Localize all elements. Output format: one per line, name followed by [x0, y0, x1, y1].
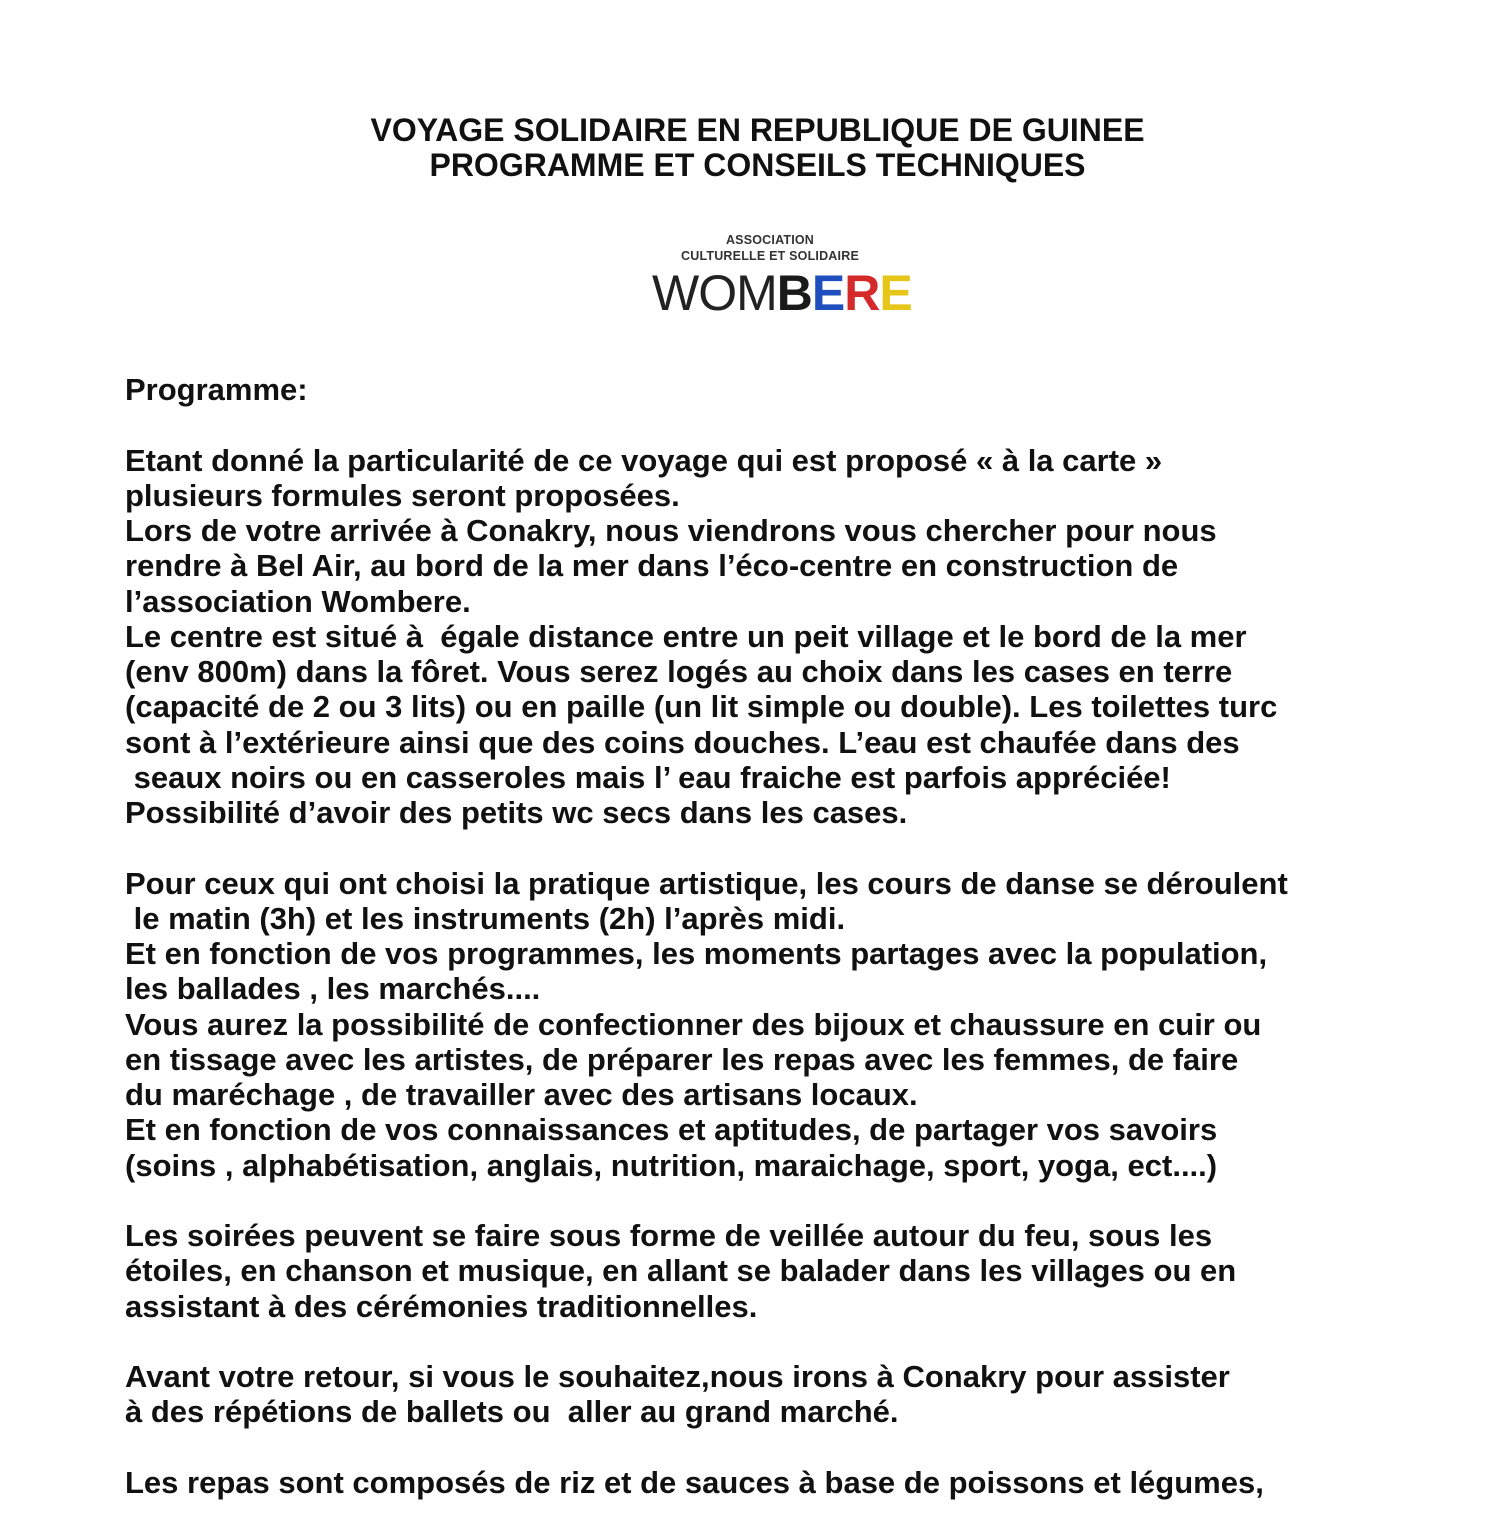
- text-line: (env 800m) dans la fôret. Vous serez logés au choix dans les cases en terre: [125, 654, 1233, 689]
- text-line: Pour ceux qui ont choisi la pratique artistique, les cours de danse se déroulent: [125, 865, 1288, 901]
- logo-letter: E: [879, 265, 912, 321]
- text-line: (soins , alphabétisation, anglais, nutrition, maraichage, sport, yoga, ect....): [125, 1147, 1218, 1183]
- text-line: du maréchage , de travailler avec des artisans locaux.: [125, 1077, 918, 1112]
- text-line: Le centre est situé à égale distance entre un peit village et le bord de la mer: [125, 618, 1247, 654]
- paragraph: [125, 1218, 1288, 1324]
- text-line: en tissage avec les artistes, de préparer les repas avec les femmes, de faire: [125, 1041, 1239, 1077]
- text-line: à des répétions de ballets ou aller au grand marché.: [125, 1394, 899, 1430]
- text-line: Et en fonction de vos connaissances et aptitudes, de partager vos savoirs: [125, 1112, 1218, 1148]
- paragraph: [125, 443, 1288, 831]
- logo-wordmark: [652, 265, 912, 321]
- logo-letter: R: [844, 265, 880, 321]
- document-title: [0, 113, 1500, 183]
- paragraph: [125, 1359, 1288, 1430]
- logo-letter: E: [811, 265, 845, 321]
- text-line: sont à l’extérieure ainsi que des coins douches. L’eau est chaufée dans des: [125, 724, 1240, 760]
- text-line: assistant à des cérémonies traditionnelles.: [125, 1288, 758, 1324]
- title-line-2: PROGRAMME ET CONSEILS TECHNIQUES: [429, 147, 1086, 183]
- text-line: Programme:: [125, 372, 308, 407]
- text-line: l’association Wombere.: [125, 583, 471, 619]
- text-line: Avant votre retour, si vous le souhaitez,nous irons à Conakry pour assister: [125, 1359, 1230, 1394]
- text-line: Et en fonction de vos programmes, les moments partages avec la population,: [125, 936, 1268, 971]
- title-line-1: VOYAGE SOLIDAIRE EN REPUBLIQUE DE GUINEE: [370, 112, 1145, 148]
- text-line: Lors de votre arrivée à Conakry, nous viendrons vous chercher pour nous: [125, 513, 1217, 548]
- text-line: Etant donné la particularité de ce voyage qui est proposé « à la carte »: [125, 442, 1163, 478]
- text-line: seaux noirs ou en casseroles mais l’ eau fraiche est parfois appréciée!: [125, 759, 1171, 795]
- logo-letter: B: [776, 265, 812, 321]
- text-line: Les soirées peuvent se faire sous forme de veillée autour du feu, sous les: [125, 1218, 1213, 1253]
- paragraph: [125, 866, 1288, 1183]
- text-line: Les repas sont composés de riz et de sauces à base de poissons et légumes,: [125, 1464, 1264, 1500]
- logo-wordmark-thin: WOM: [652, 265, 777, 321]
- logo-line-2: CULTURELLE ET SOLIDAIRE: [681, 249, 859, 263]
- paragraph: [125, 1465, 1288, 1500]
- text-line: Possibilité d’avoir des petits wc secs dans les cases.: [125, 795, 908, 830]
- text-line: les ballades , les marchés....: [125, 971, 541, 1007]
- text-line: étoiles, en chanson et musique, en allant se balader dans les villages ou en: [125, 1253, 1237, 1289]
- text-line: (capacité de 2 ou 3 lits) ou en paille (un lit simple ou double). Les toilettes turc: [125, 689, 1278, 725]
- section-heading: [125, 372, 1288, 407]
- logo-line-1: ASSOCIATION: [725, 233, 815, 247]
- text-line: Vous aurez la possibilité de confectionner des bijoux et chaussure en cuir ou: [125, 1006, 1262, 1042]
- document-body: [125, 372, 1288, 1535]
- text-line: plusieurs formules seront proposées.: [125, 477, 680, 513]
- text-line: rendre à Bel Air, au bord de la mer dans l’éco-centre en construction de: [125, 548, 1179, 584]
- logo-wordmark-bold: [777, 265, 912, 321]
- wombere-logo: [652, 232, 912, 327]
- text-line: le matin (3h) et les instruments (2h) l’après midi.: [125, 900, 846, 936]
